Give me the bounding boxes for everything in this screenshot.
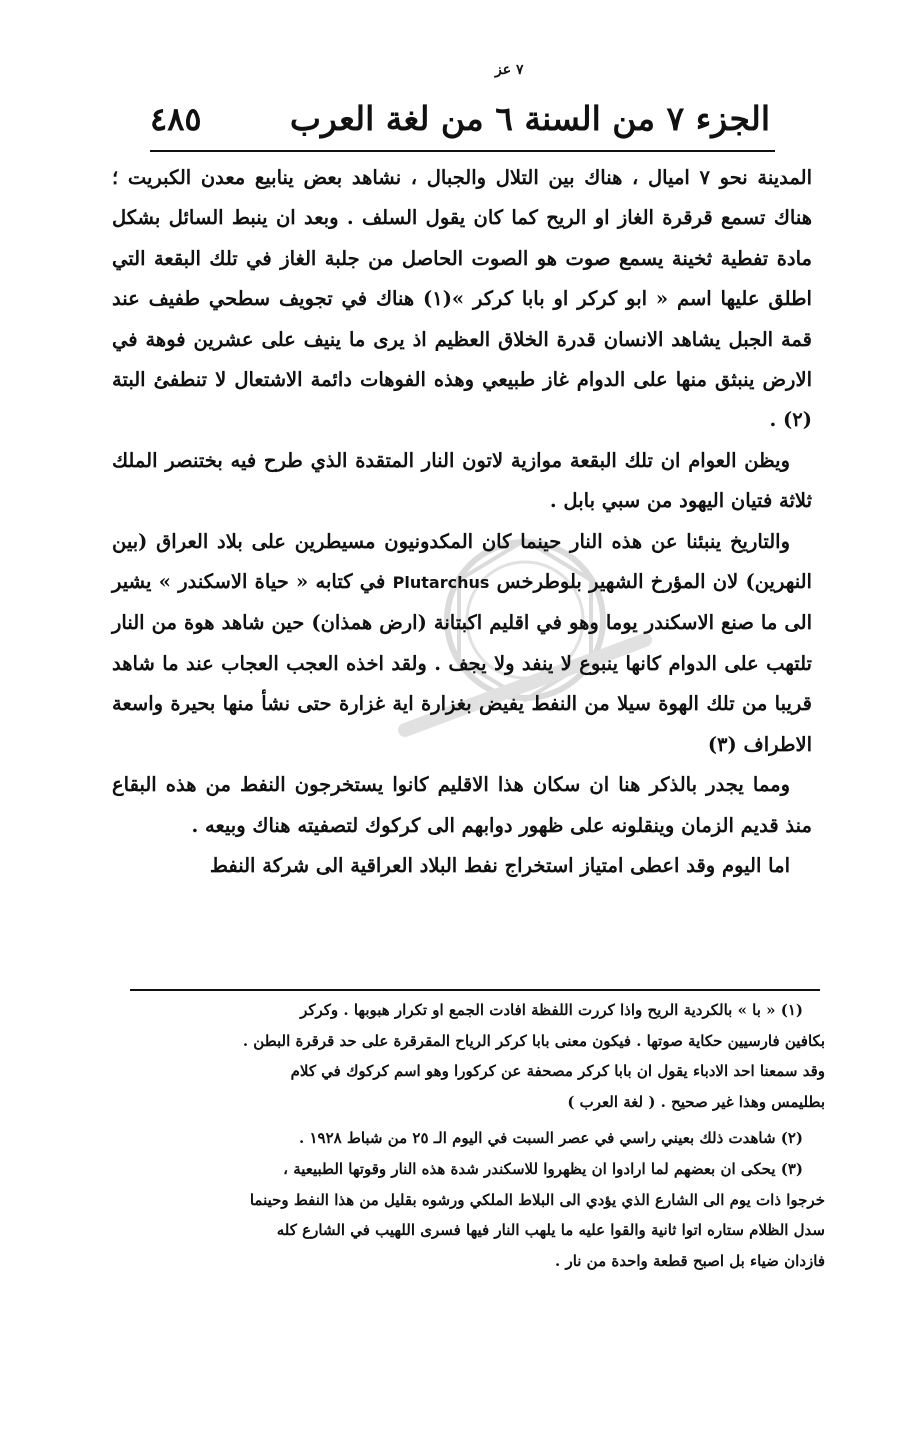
paragraph: اما اليوم وقد اعطى امتياز استخراج نفط البلاد العراقية الى شركة النفط (209, 853, 790, 877)
running-header-title: الجزء ٧ من السنة ٦ من لغة العرب (289, 99, 770, 138)
paragraph-text: والتاريخ ينبئنا عن هذه النار حينما كان المكدونيون مسيطرين على بلاد العراق (بين النهرين) لان المؤرخ الشهير بلوطرخس (112, 529, 812, 594)
footnote-rule (130, 989, 820, 991)
running-header (150, 78, 770, 138)
footnote-line: خرجوا ذات يوم الى الشارع الذي يؤدي الى البلاط الملكي ورشوه بقليل من هذا النفط وحينما (249, 1190, 825, 1209)
paragraph: ويظن العوام ان تلك البقعة موازية لاتون النار المتقدة الذي طرح فيه بختنصر الملك ثلاثة فتيان اليهود من سبي بابل . (112, 448, 812, 513)
latin-name: Plutarchus (392, 573, 490, 593)
footnote-line: فازدان ضياء بل اصبح قطعة واحدة من نار . (555, 1251, 825, 1270)
paragraph (112, 522, 812, 765)
footnote-line: بكافين فارسيين حكاية صوتها . فيكون معنى بابا كركر الرياح المقرقرة على حد قرقرة البطن . (242, 1031, 825, 1050)
footnotes (110, 995, 825, 1276)
paragraph-text: في كتابه « حياة الاسكندر » يشير الى ما صنع الاسكندر يوما وهو في اقليم اكبتانة (ارض همذان) حين شاهد هوة من النار تلتهب على الدوام كانها ينبوع لا ينفد ولا يجف . ولقد اخذه العجب العجاب عند ما شاهد قريبا من تلك الهوة سيلا من النفط يفيض بغزارة اية غزارة حتى نشأ منها بحيرة واسعة الاطراف (٣) (112, 570, 812, 756)
header-stamp-note: ٧ عز (495, 62, 524, 78)
page-number: ٤٨٥ (150, 100, 202, 138)
paragraph: ومما يجدر بالذكر هنا ان سكان هذا الاقليم كانوا يستخرجون النفط من هذه البقاع منذ قديم الزمان وينقلونه على ظهور دوابهم الى كركوك لتصفيته هناك وبيعه . (112, 773, 812, 837)
footnote-line: بطليمس وهذا غير صحيح . ( لغة العرب ) (567, 1092, 825, 1111)
footnote-line: (١) « با » بالكردية الريح واذا كررت اللفظة افادت الجمع او تكرار هبوبها . وكركر (300, 1001, 803, 1019)
footnote-line: (٢) شاهدت ذلك بعيني راسي في عصر السبت في اليوم الـ ٢٥ من شباط ١٩٢٨ . (299, 1129, 803, 1148)
footnote-line: سدل الظلام ستاره اتوا ثانية والقوا عليه ما يلهب النار فيها فسرى اللهيب في الشارع كله (276, 1221, 825, 1240)
footnote-line: وقد سمعنا احد الادباء يقول ان بابا كركر مصحفة عن كركورا وهو اسم كركوك في كلام (290, 1062, 825, 1081)
header-rule (150, 150, 775, 152)
paragraph: المدينة نحو ٧ اميال ، هناك بين التلال والجبال ، نشاهد بعض ينابيع معدن الكبريت ؛ هناك تسمع قرقرة الغاز او الريح كما كان يقول السلف . وبعد ان ينبط السائل بشكل مادة تفطية ثخينة يسمع صوت هو الصوت الحاصل من جلبة الغاز في تلك البقعة التي اطلق عليها اسم « ابو كركر او بابا كركر »(١) هناك في تجويف سطحي طفيف عند قمة الجبل يشاهد الانسان قدرة الخلاق العظيم اذ يرى ما ينيف على عشرين فوهة في الارض ينبثق منها على الدوام غاز طبيعي وهذه الفوهات دائمة الاشتعال لا تنطفئ البتة (٢) . (112, 166, 812, 432)
footnote-line: (٣) يحكى ان بعضهم لما ارادوا ان يظهروا للاسكندر شدة هذه النار وقوتها الطبيعية ، (283, 1159, 803, 1178)
article-body (112, 158, 812, 886)
